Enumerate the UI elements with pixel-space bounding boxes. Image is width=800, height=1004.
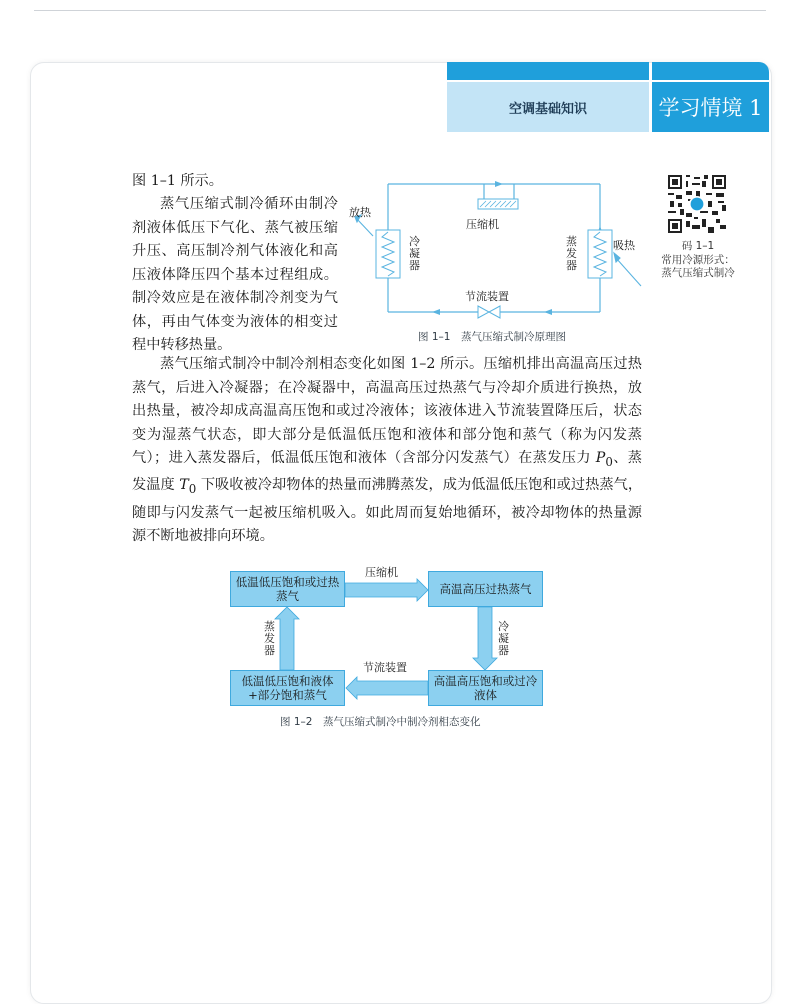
state-box-high-liquid: 高温高压饱和或过冷液体 — [428, 670, 543, 706]
paragraph-intro: 图 1–1 所示。 — [132, 173, 223, 189]
fig2-compressor-label: 压缩机 — [365, 566, 398, 579]
fig2-condenser-label: 冷凝器 — [498, 620, 509, 657]
arrow-evaporator — [275, 607, 299, 670]
chapter-title: 学习情境 1 — [652, 82, 769, 132]
qr-code-number: 码 1–1 — [681, 240, 715, 252]
fig1-heat-release-label: 放热 — [349, 206, 371, 219]
arrow-condenser — [473, 607, 497, 670]
fig1-condenser-label: 冷凝器 — [409, 235, 420, 272]
paragraph-cycle: 蒸气压缩式制冷循环由制冷剂液体低压下气化、蒸气被压缩升压、高压制冷剂气体液化和高压液体降压四个基本过程组成。制冷效应是在液体制冷剂变为气体，再由气体变为液体的相变过程中转移热量。 — [132, 196, 338, 353]
fig1-heat-absorb-label: 吸热 — [613, 239, 635, 252]
fig2-evaporator-label: 蒸发器 — [264, 620, 275, 657]
section-title: 空调基础知识 — [447, 82, 649, 132]
fig1-throttle-label: 节流装置 — [465, 290, 509, 303]
fig1-evaporator-label: 蒸发器 — [566, 235, 577, 272]
arrow-compressor — [345, 579, 428, 601]
fig2-throttle-label: 节流装置 — [363, 661, 407, 674]
qr-description: 常用冷源形式：蒸气压缩式制冷 — [661, 253, 735, 279]
state-box-low-mixture: 低温低压饱和液体+部分饱和蒸气 — [230, 670, 345, 706]
arrow-throttle — [346, 677, 428, 699]
fig1-caption: 图 1–1 蒸气压缩式制冷原理图 — [418, 331, 566, 343]
paragraph-phase-change: 蒸气压缩式制冷中制冷剂相态变化如图 1–2 所示。压缩机排出高温高压过热蒸气，后进入冷凝器；在冷凝器中，高温高压过热蒸气与冷却介质进行换热，放出热量，被冷却成高温高压饱和或过冷液体；该液体进入节流装置降压后，状态变为湿蒸气状态，即大部分是低温低压饱和液体和部分饱和蒸气（称为闪发蒸气）；进入蒸发器后，低温低压饱和液体（含部分闪发蒸气）在蒸发压力 $P_0$、蒸发温度 $T_0$ 下吸收被冷却物体的热量而沸腾蒸发，成为低温低压饱和或过热蒸气，随即与闪发蒸气一起被压缩机吸入。如此周而复始地循环，被冷却物体的热量源源不断地被排向环境。 — [132, 356, 643, 545]
fig2-caption: 图 1–2 蒸气压缩式制冷中制冷剂相态变化 — [280, 716, 481, 728]
state-box-high-vapor: 高温高压过热蒸气 — [428, 571, 543, 607]
state-box-low-vapor: 低温低压饱和或过热蒸气 — [230, 571, 345, 607]
fig1-compressor-label: 压缩机 — [466, 218, 499, 231]
